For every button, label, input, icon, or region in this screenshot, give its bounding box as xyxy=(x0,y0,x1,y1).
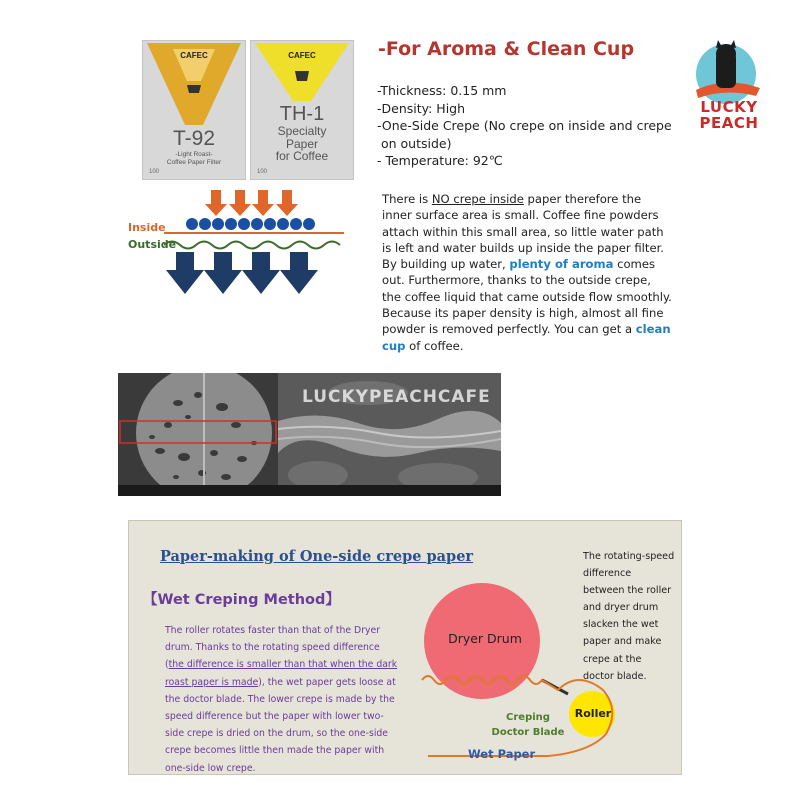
underlined-phrase: the difference is smaller than that when the dark roast paper is made xyxy=(165,659,398,688)
arrow-down-icon xyxy=(229,190,251,216)
description-paragraph: There is NO crepe inside paper therefore the inner surface area is small. Coffee fine powders attach within this small area, so little water path is left and water builds up inside the paper filter. By building up water, plenty of aroma comes out. Furthermore, thanks to the outside crepe, the coffee liquid that came outside flow smoothly. xyxy=(382,192,672,304)
wet-paper-label: Wet Paper xyxy=(468,747,536,761)
product-model: TH-1 xyxy=(279,103,325,125)
down-arrows-blue xyxy=(166,252,318,294)
product-box-th1 xyxy=(250,40,354,180)
product-subtitle: Specialty Paper for Coffee xyxy=(275,124,329,163)
crepe-diagram xyxy=(164,190,346,302)
coffee-particles xyxy=(186,218,315,230)
dryer-drum-label: Dryer Drum xyxy=(448,631,522,646)
watermark: LUCKYPEACHCAFE xyxy=(302,387,491,407)
side-note: The rotating-speed difference between the roller and dryer drum slacken the wet paper and make crepe at the doctor blade. xyxy=(583,551,675,682)
arrow-down-icon xyxy=(276,190,298,216)
doctor-blade-label: Creping Doctor Blade xyxy=(491,712,565,738)
spec-item: -Density: High xyxy=(377,100,466,116)
arrow-down-icon xyxy=(166,252,204,294)
inside-label: Inside xyxy=(128,221,166,234)
description-text xyxy=(382,191,672,354)
highlight-aroma: plenty of aroma xyxy=(509,257,614,272)
spec-item: - Temperature: 92℃ xyxy=(377,153,503,168)
product-count: 100 xyxy=(257,169,268,175)
creping-diagram xyxy=(128,520,680,773)
outside-label: Outside xyxy=(128,238,177,251)
spec-item: -Thickness: 0.15 mm xyxy=(377,83,507,98)
underlined-phrase: NO crepe inside xyxy=(431,192,524,206)
method-description: The roller rotates faster than that of the Dryer drum. Thanks to the rotating speed difference (the difference is smaller than that when the dark roast paper is made), the wet paper gets loose at the doctor blade. The lower crepe is made by the speed difference but the paper with lower two-side crepe is dried on the drum, so the one-side crepe becomes little then made the paper with one-side low crepe. xyxy=(165,625,398,774)
arrow-down-icon xyxy=(280,252,318,294)
method-title: 【Wet Creping Method】 xyxy=(143,592,340,608)
paper-outside-crepe xyxy=(164,242,340,249)
diagram-title: Paper-making of One-side crepe paper xyxy=(160,548,474,565)
product-model: T-92 xyxy=(172,127,216,150)
arrow-down-icon xyxy=(205,190,227,216)
spec-item: -One-Side Crepe (No crepe on inside and crepe xyxy=(377,118,672,133)
product-brand: CAFEC xyxy=(180,51,208,60)
product-subtitle: -Light Roast- Coffee Paper Filter xyxy=(166,151,222,166)
description-paragraph: Because its paper density is high, almost all fine powder is removed perfectly. You can get a clean cup of coffee. xyxy=(382,306,671,353)
product-brand: CAFEC xyxy=(288,51,316,60)
spec-item: on outside) xyxy=(377,135,452,151)
arrow-down-icon xyxy=(252,190,274,216)
arrow-down-icon xyxy=(204,252,242,294)
highlight-clean-cup: clean cup xyxy=(382,322,671,353)
spec-list xyxy=(377,82,677,170)
logo-wordmark: LUCKY PEACH xyxy=(699,98,759,132)
product-count: 100 xyxy=(149,169,160,175)
roller-label: Roller xyxy=(574,707,612,720)
down-arrows-orange xyxy=(205,190,298,216)
product-box-t92 xyxy=(142,40,246,180)
page-heading: -For Aroma & Clean Cup xyxy=(378,38,635,60)
arrow-down-icon xyxy=(242,252,280,294)
